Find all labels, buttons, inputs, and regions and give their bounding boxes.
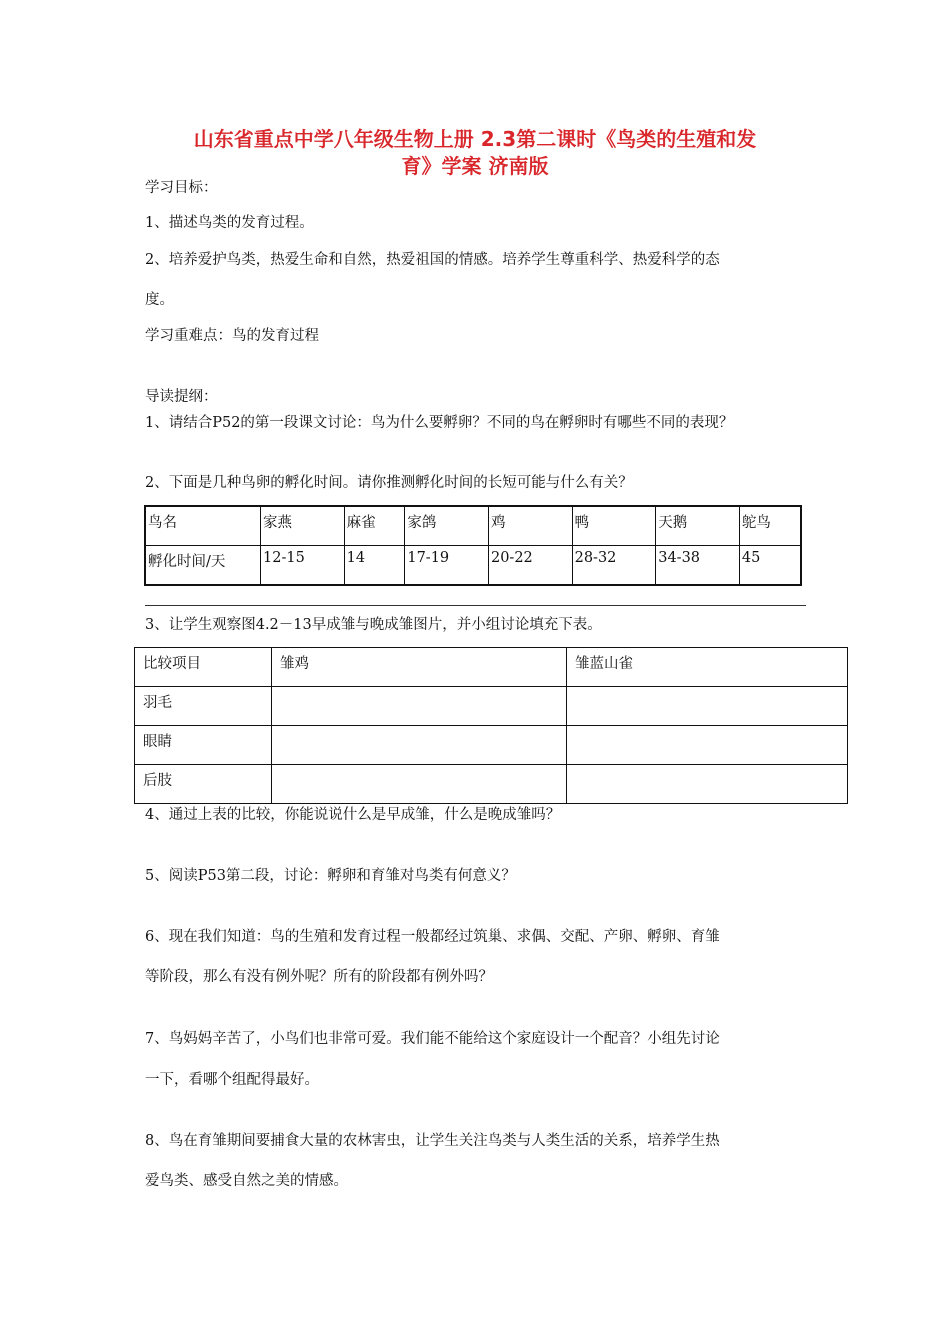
table-cell: 后肢	[135, 765, 272, 804]
document-title-line1: 山东省重点中学八年级生物上册 2.3第二课时《鸟类的生殖和发	[193, 127, 757, 151]
table-cell: 28-32	[572, 546, 656, 586]
table-row	[135, 648, 848, 687]
table-cell: 20-22	[488, 546, 572, 586]
table-cell: 17-19	[405, 546, 489, 586]
table-cell: 鸵鸟	[739, 506, 801, 546]
key-points: 学习重难点：鸟的发育过程	[145, 328, 319, 344]
table-cell: 鸡	[488, 506, 572, 546]
table-cell: 麻雀	[344, 506, 405, 546]
blank-answer-cell	[567, 687, 848, 726]
table-cell: 羽毛	[135, 687, 272, 726]
blank-answer-cell	[272, 687, 567, 726]
objective-2-cont: 度。	[145, 292, 174, 308]
table-row	[145, 506, 801, 546]
blank-answer-cell	[272, 726, 567, 765]
table-header-cell: 鸟名	[145, 506, 261, 546]
question-4: 4、通过上表的比较，你能说说什么是早成雏，什么是晚成雏吗？	[145, 807, 561, 823]
hatching-time-table	[144, 505, 802, 586]
blank-answer-cell	[567, 765, 848, 804]
question-7: 7、鸟妈妈辛苦了，小鸟们也非常可爱。我们能不能给这个家庭设计一个配音？小组先讨论	[145, 1031, 720, 1047]
table-row	[135, 687, 848, 726]
question-8: 8、鸟在育雏期间要捕食大量的农林害虫，让学生关注鸟类与人类生活的关系，培养学生热	[145, 1133, 720, 1149]
question-2: 2、下面是几种鸟卵的孵化时间。请你推测孵化时间的长短可能与什么有关？	[145, 475, 633, 491]
objective-1: 1、描述鸟类的发育过程。	[145, 215, 314, 231]
horizontal-divider	[145, 605, 806, 606]
table-header-cell: 雏鸡	[272, 648, 567, 687]
table-row	[135, 765, 848, 804]
objective-2: 2、培养爱护鸟类，热爱生命和自然，热爱祖国的情感。培养学生尊重科学、热爱科学的态	[145, 252, 720, 268]
table-row	[145, 546, 801, 586]
document-title-line2: 育》学案 济南版	[401, 154, 549, 178]
table-cell: 12-15	[261, 546, 345, 586]
question-8-cont: 爱鸟类、感受自然之美的情感。	[145, 1173, 348, 1189]
question-7-cont: 一下，看哪个组配得最好。	[145, 1072, 319, 1088]
table-cell: 鸭	[572, 506, 656, 546]
question-5: 5、阅读P53第二段，讨论：孵卵和育雏对鸟类有何意义？	[145, 868, 516, 884]
table-cell: 45	[739, 546, 801, 586]
guide-heading: 导读提纲：	[145, 389, 218, 405]
table-cell: 家鸽	[405, 506, 489, 546]
table-cell: 眼睛	[135, 726, 272, 765]
question-1: 1、请结合P52的第一段课文讨论：鸟为什么要孵卵？不同的鸟在孵卵时有哪些不同的表现？	[145, 415, 734, 431]
table-cell: 34-38	[656, 546, 740, 586]
table-header-cell: 比较项目	[135, 648, 272, 687]
blank-answer-cell	[567, 726, 848, 765]
objectives-heading: 学习目标：	[145, 180, 218, 196]
question-6: 6、现在我们知道：鸟的生殖和发育过程一般都经过筑巢、求偶、交配、产卵、孵卵、育雏	[145, 929, 720, 945]
table-cell: 天鹅	[656, 506, 740, 546]
question-6-cont: 等阶段，那么有没有例外呢？所有的阶段都有例外吗？	[145, 969, 493, 985]
comparison-table	[134, 647, 848, 804]
table-header-cell: 孵化时间/天	[145, 546, 261, 586]
question-3: 3、让学生观察图4.2－13早成雏与晚成雏图片，并小组讨论填充下表。	[145, 617, 602, 633]
table-cell: 家燕	[261, 506, 345, 546]
table-header-cell: 雏蓝山雀	[567, 648, 848, 687]
blank-answer-cell	[272, 765, 567, 804]
table-row	[135, 726, 848, 765]
table-cell: 14	[344, 546, 405, 586]
